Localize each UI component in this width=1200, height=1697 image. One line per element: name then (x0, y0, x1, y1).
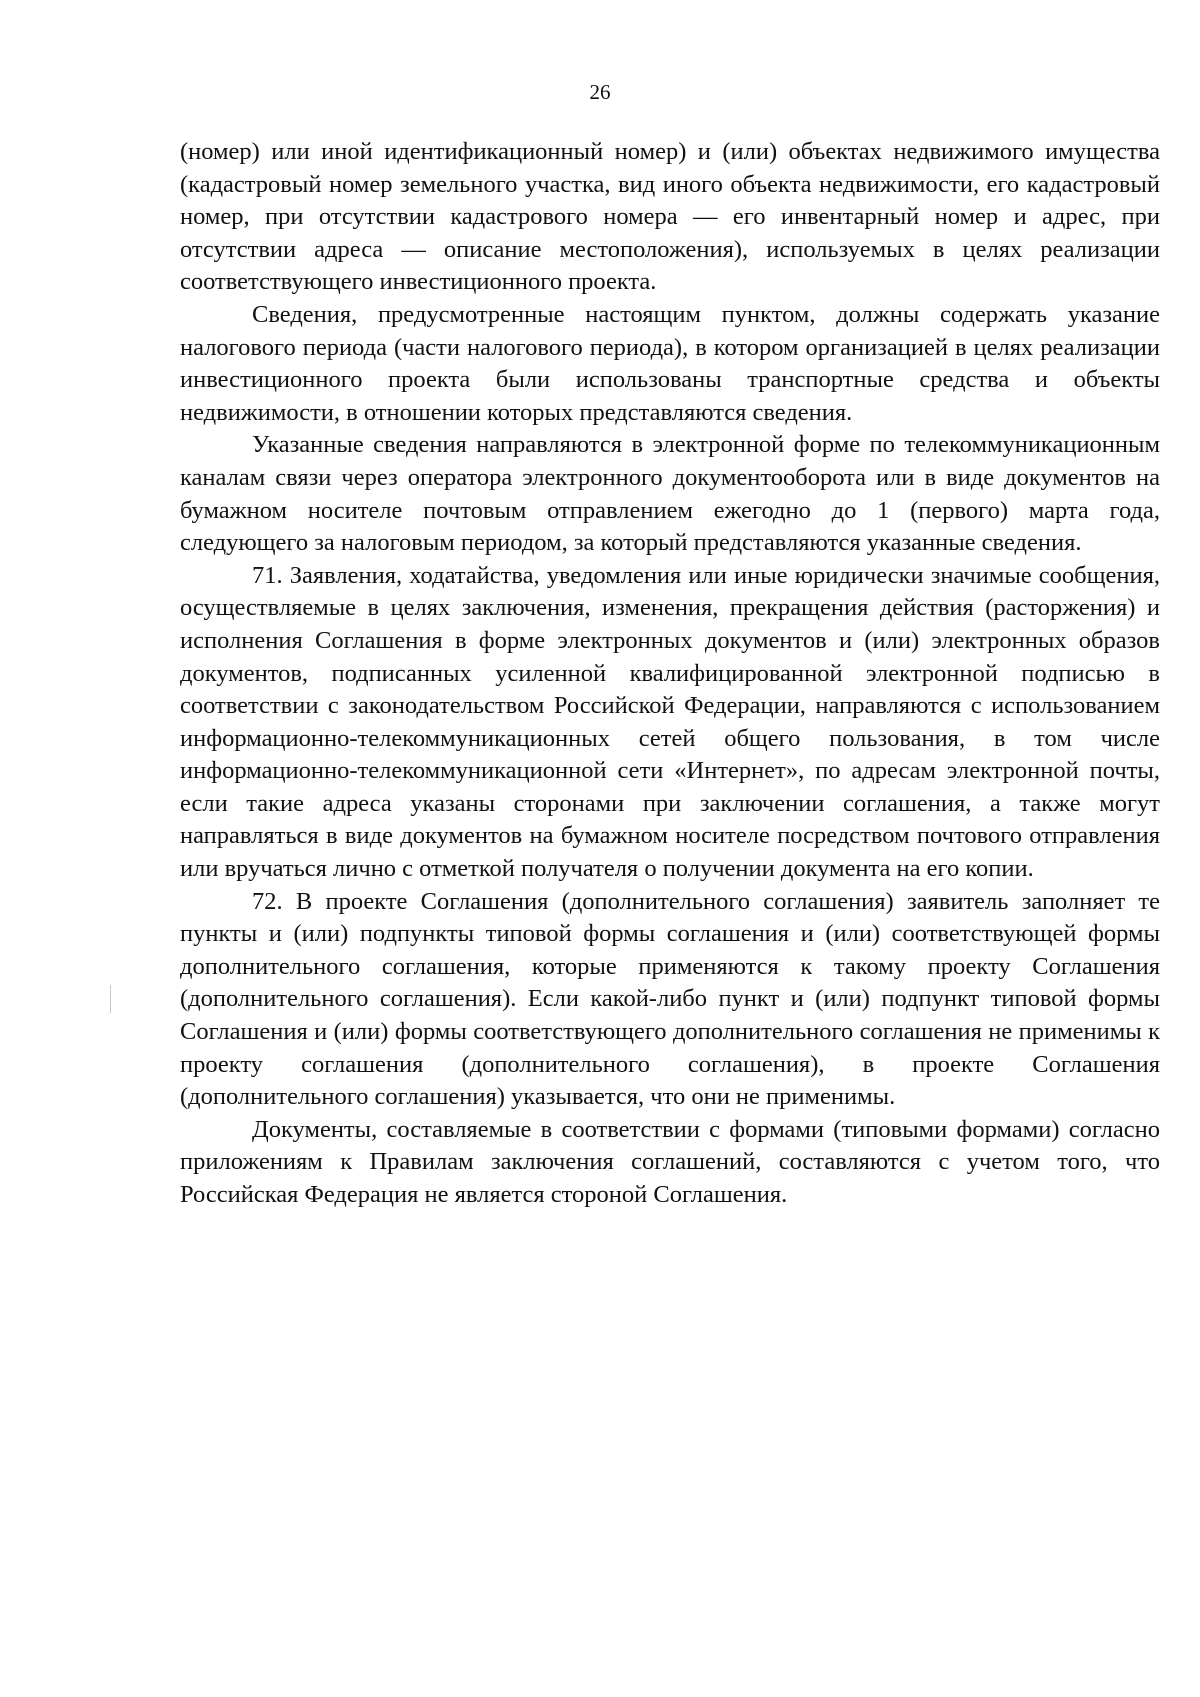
paragraph-submission: Указанные сведения направляются в электронной форме по телекоммуникационным каналам связи через оператора электронного документооборота или в виде документов на бумажном носителе почтовым отправлением ежегодно до 1 (первого) марта года, следующего за налоговым периодом, за который представляются указанные сведения. (180, 431, 1160, 557)
paragraph-item-72: 72. В проекте Соглашения (дополнительного соглашения) заявитель заполняет те пункты и (или) подпункты типовой формы соглашения и (или) соответствующей формы дополнительного соглашения, которые применяются к такому проекту Соглашения (дополнительного соглашения). Если какой-либо пункт и (или) подпункт типовой формы Соглашения и (или) формы соответствующего дополнительного соглашения не применимы к проекту соглашения (дополнительного соглашения), в проекте Соглашения (дополнительного соглашения) указывается, что они не применимы. (180, 887, 1160, 1111)
paragraph-documents: Документы, составляемые в соответствии с формами (типовыми формами) согласно приложениям к Правилам заключения соглашений, составляются с учетом того, что Российская Федерация не является стороной Соглашения. (180, 1115, 1160, 1208)
paragraph-period-info: Сведения, предусмотренные настоящим пунктом, должны содержать указание налогового периода (части налогового периода), в котором организацией в целях реализации инвестиционного проекта были использованы транспортные средства и объекты недвижимости, в отношении которых представляются сведения. (180, 300, 1160, 426)
page-number: 26 (589, 80, 611, 104)
document-body (180, 136, 1160, 1212)
scan-artifact (110, 985, 111, 1013)
paragraph-continuation: (номер) или иной идентификационный номер) и (или) объектах недвижимого имущества (кадастровый номер земельного участка, вид иного объекта недвижимости, его кадастровый номер, при отсутствии кадастрового номера — его инвентарный номер и адрес, при отсутствии адреса — описание местоположения), используемых в целях реализации соответствующего инвестиционного проекта. (180, 138, 1160, 296)
paragraph-item-71: 71. Заявления, ходатайства, уведомления или иные юридически значимые сообщения, осуществляемые в целях заключения, изменения, прекращения действия (расторжения) и исполнения Соглашения в форме электронных документов и (или) электронных образов документов, подписанных усиленной квалифицированной электронной подписью в соответствии с законодательством Российской Федерации, направляются с использованием информационно-телекоммуникационных сетей общего пользования, в том числе информационно-телекоммуникационной сети «Интернет», по адресам электронной почты, если такие адреса указаны сторонами при заключении соглашения, а также могут направляться в виде документов на бумажном носителе посредством почтового отправления или вручаться лично с отметкой получателя о получении документа на его копии. (180, 561, 1160, 883)
